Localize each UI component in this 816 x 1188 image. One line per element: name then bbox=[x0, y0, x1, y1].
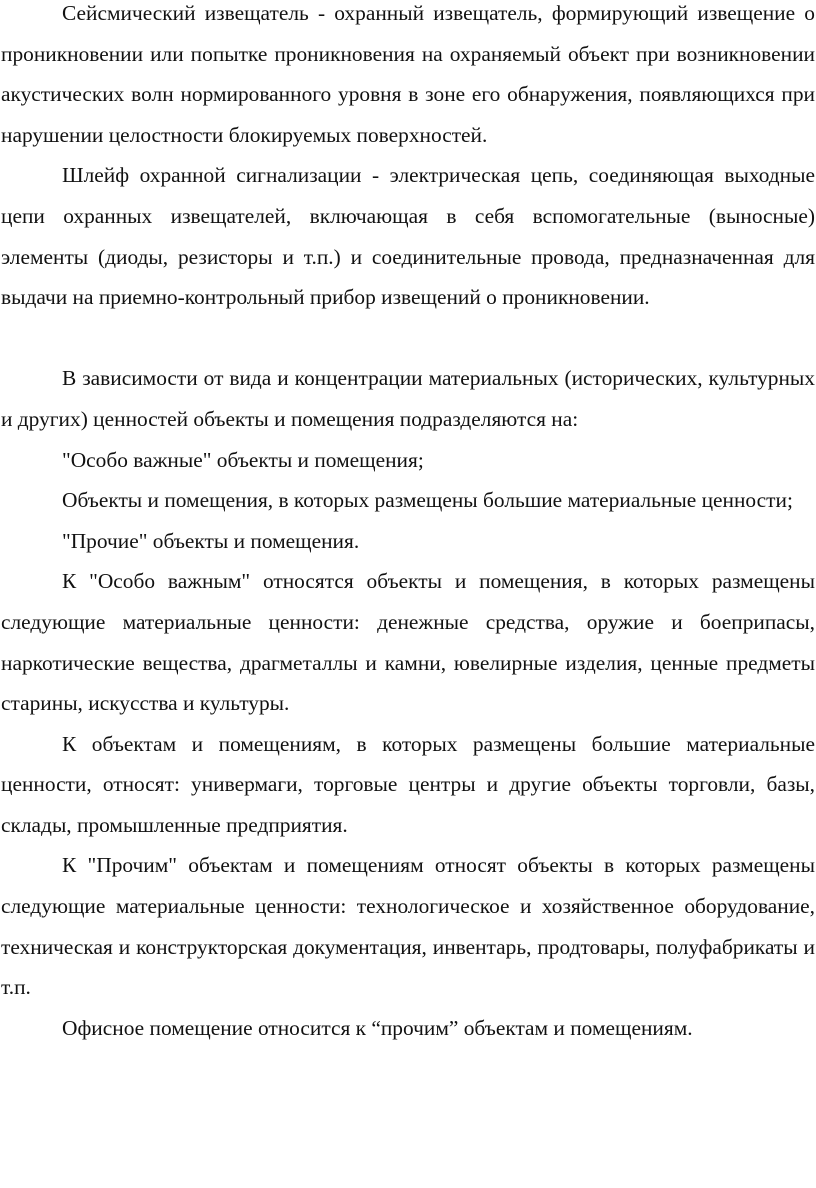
list-item-large-valuables: Объекты и помещения, в которых размещены большие материальные ценности; bbox=[62, 488, 793, 513]
list-item-other-objects: "Прочие" объекты и помещения. bbox=[62, 528, 360, 553]
paragraph-large-valuables-definition: К объектам и помещениям, в которых размещены большие материальные ценности, относят: универмаги, торговые центры и другие объекты торговли, базы, склады, промышленные предприятия. bbox=[1, 731, 815, 837]
list-item-especially-important: "Особо важные" объекты и помещения; bbox=[62, 447, 424, 472]
paragraph-alarm-loop: Шлейф охранной сигнализации - электрическая цепь, соединяющая выходные цепи охранных извещателей, включающая в себя вспомогательные (выносные) элементы (диоды, резисторы и т.п.) и соединительные провода, предназначенная для выдачи на приемно-контрольный прибор извещений о проникновении. bbox=[1, 163, 815, 310]
paragraph-office-premises: Офисное помещение относится к “прочим” объектам и помещениям. bbox=[62, 1015, 693, 1040]
paragraph-especially-important-definition: К "Особо важным" относятся объекты и помещения, в которых размещены следующие материальные ценности: денежные средства, оружие и боеприпасы, наркотические вещества, драгметаллы и камни, ювелирные изделия, ценные предметы старины, искусства и культуры. bbox=[1, 569, 815, 716]
blank-line bbox=[1, 318, 815, 359]
paragraph-seismic-detector: Сейсмический извещатель - охранный извещатель, формирующий извещение о проникновении или попытке проникновения на охраняемый объект при возникновении акустических волн нормированного уровня в зоне его обнаружения, появляющихся при нарушении целостности блокируемых поверхностей. bbox=[1, 1, 815, 147]
paragraph-other-objects-definition: К "Прочим" объектам и помещениям относят объекты в которых размещены следующие материальные ценности: технологическое и хозяйственное оборудование, техническая и конструкторская документация, инвентарь, продтовары, полуфабрикаты и т.п. bbox=[1, 853, 815, 1000]
paragraph-object-classification: В зависимости от вида и концентрации материальных (исторических, культурных и других) ценностей объекты и помещения подразделяются на: bbox=[1, 366, 815, 431]
